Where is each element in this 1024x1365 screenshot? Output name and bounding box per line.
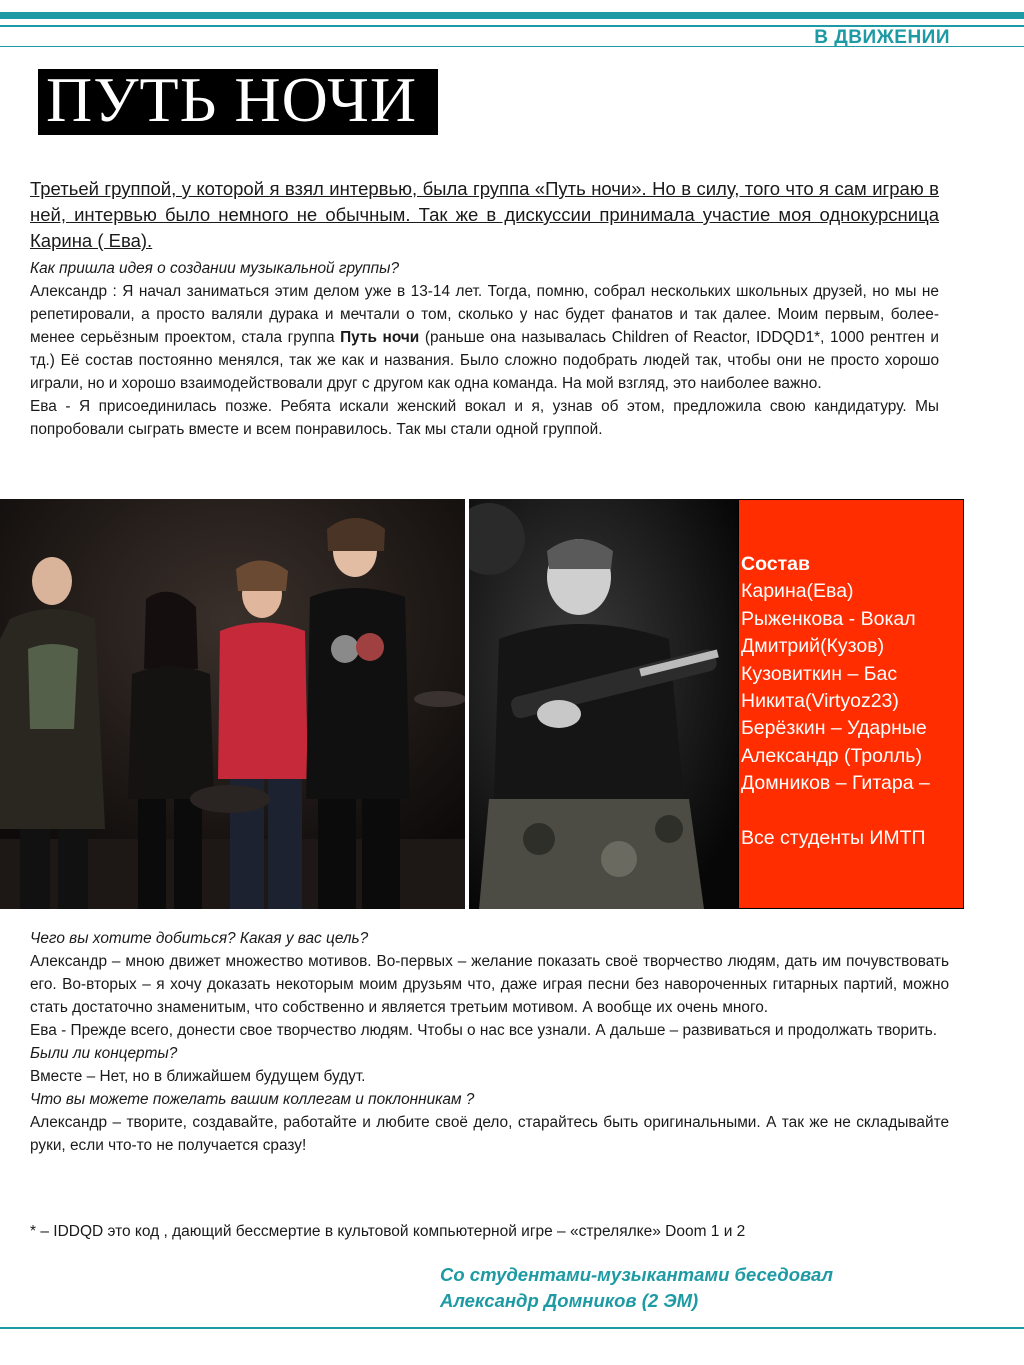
credit-line-1: Со студентами-музыкантами беседовал	[440, 1264, 833, 1285]
credit-line-2: Александр Домников (2 ЭМ)	[440, 1290, 699, 1311]
interview-part-1	[30, 257, 939, 441]
answer-2: Александр – мною движет множество мотивов. Во-первых – желание показать своё творчество людям, дать им почувствовать его. Во-вторых – я хочу доказать некоторым моим друзьям что, даже играя песни без навороченных гитарных партий, можно стать достаточно знаменитым, что собственно и является третьим мотивом. А вообще их очень много.	[30, 953, 949, 1016]
lineup-list	[741, 551, 963, 852]
lineup-line: Никита(Virtyoz23)	[741, 690, 899, 713]
band-group-photo-art	[0, 499, 465, 909]
title-banner	[38, 64, 438, 135]
lineup-line: Кузовиткин – Бас	[741, 662, 898, 685]
lineup-heading: Состав	[741, 553, 810, 575]
band-group-photo	[0, 499, 465, 909]
lineup-line: Все студенты ИМТП	[741, 827, 926, 850]
answer-3: Вместе – Нет, но в ближайшем будущем будут.	[30, 1068, 366, 1085]
author-credit	[440, 1262, 833, 1314]
lineup-spacer	[741, 798, 963, 825]
answer-1-text-a: Александр : Я начал заниматься этим делом уже в 13-14 лет. Тогда, помню, собрал нескольких школьных друзей, но мы не репетировали, а просто валяли дурака и мечтали о том, сколько у нас будет фанатов и так далее. Моим первым, более-менее серьёзным проектом, стала группа	[30, 283, 939, 346]
answer-1-text-b: (раньше она называлась Children of Reactor, IDDQD1*, 1000 рентген и тд.) Её состав постоянно менялся, так же как и названия. Было сложно подобрать людей так, чтобы они не просто хорошо играли, но и хорошо взаимодействовали друг с другом как одна команда. На мой взгляд, это наиболее важно.	[30, 329, 940, 392]
answer-4: Александр – творите, создавайте, работайте и любите своё дело, старайтесь быть оригинальными. А так же не складывайте руки, если что-то не получается сразу!	[30, 1114, 949, 1154]
question-4: Что вы можете пожелать вашим коллегам и поклонникам ?	[30, 1091, 475, 1108]
guitarist-photo-art	[469, 499, 739, 909]
interview-part-2	[30, 927, 949, 1157]
lineup-box	[738, 499, 964, 909]
lineup-line: Домников – Гитара –	[741, 772, 930, 795]
lineup-line: Александр (Тролль)	[741, 744, 922, 767]
question-1: Как пришла идея о создании музыкальной группы?	[30, 260, 400, 277]
article-lead: Третьей группой, у которой я взял интервью, была группа «Путь ночи». Но в силу, того что я сам играю в ней, интервью было немного не обычным. Так же в дискуссии принимала участие моя однокурсница Карина ( Ева).	[30, 178, 939, 251]
question-3: Были ли концерты?	[30, 1045, 178, 1062]
section-label: В ДВИЖЕНИИ	[814, 27, 950, 48]
guitarist-photo	[469, 499, 739, 909]
answer-1-eva: Ева - Я присоединилась позже. Ребята искали женский вокал и я, узнав об этом, предложила свою кандидатуру. Мы попробовали сыграть вместе и всем понравилось. Так мы стали одной группой.	[30, 398, 939, 438]
lineup-line: Рыженкова - Вокал	[741, 607, 916, 630]
header-rule-thick	[0, 12, 1024, 19]
answer-1	[30, 280, 939, 395]
lineup-line: Карина(Ева)	[741, 580, 854, 603]
footnote: * – IDDQD это код , дающий бессмертие в культовой компьютерной игре – «стрелялке» Doom 1 и 2	[30, 1223, 746, 1240]
lineup-line: Берёзкин – Ударные	[741, 717, 927, 740]
band-name-bold: Путь ночи	[340, 329, 420, 346]
footer-rule	[0, 1327, 1024, 1329]
answer-2-eva: Ева - Прежде всего, донести свое творчество людям. Чтобы о нас все узнали. А дальше – развиваться и продолжать творить.	[30, 1022, 938, 1039]
question-2: Чего вы хотите добиться? Какая у вас цель?	[30, 930, 369, 947]
article-title: ПУТЬ НОЧИ	[46, 64, 418, 135]
lineup-line: Дмитрий(Кузов)	[741, 635, 885, 658]
